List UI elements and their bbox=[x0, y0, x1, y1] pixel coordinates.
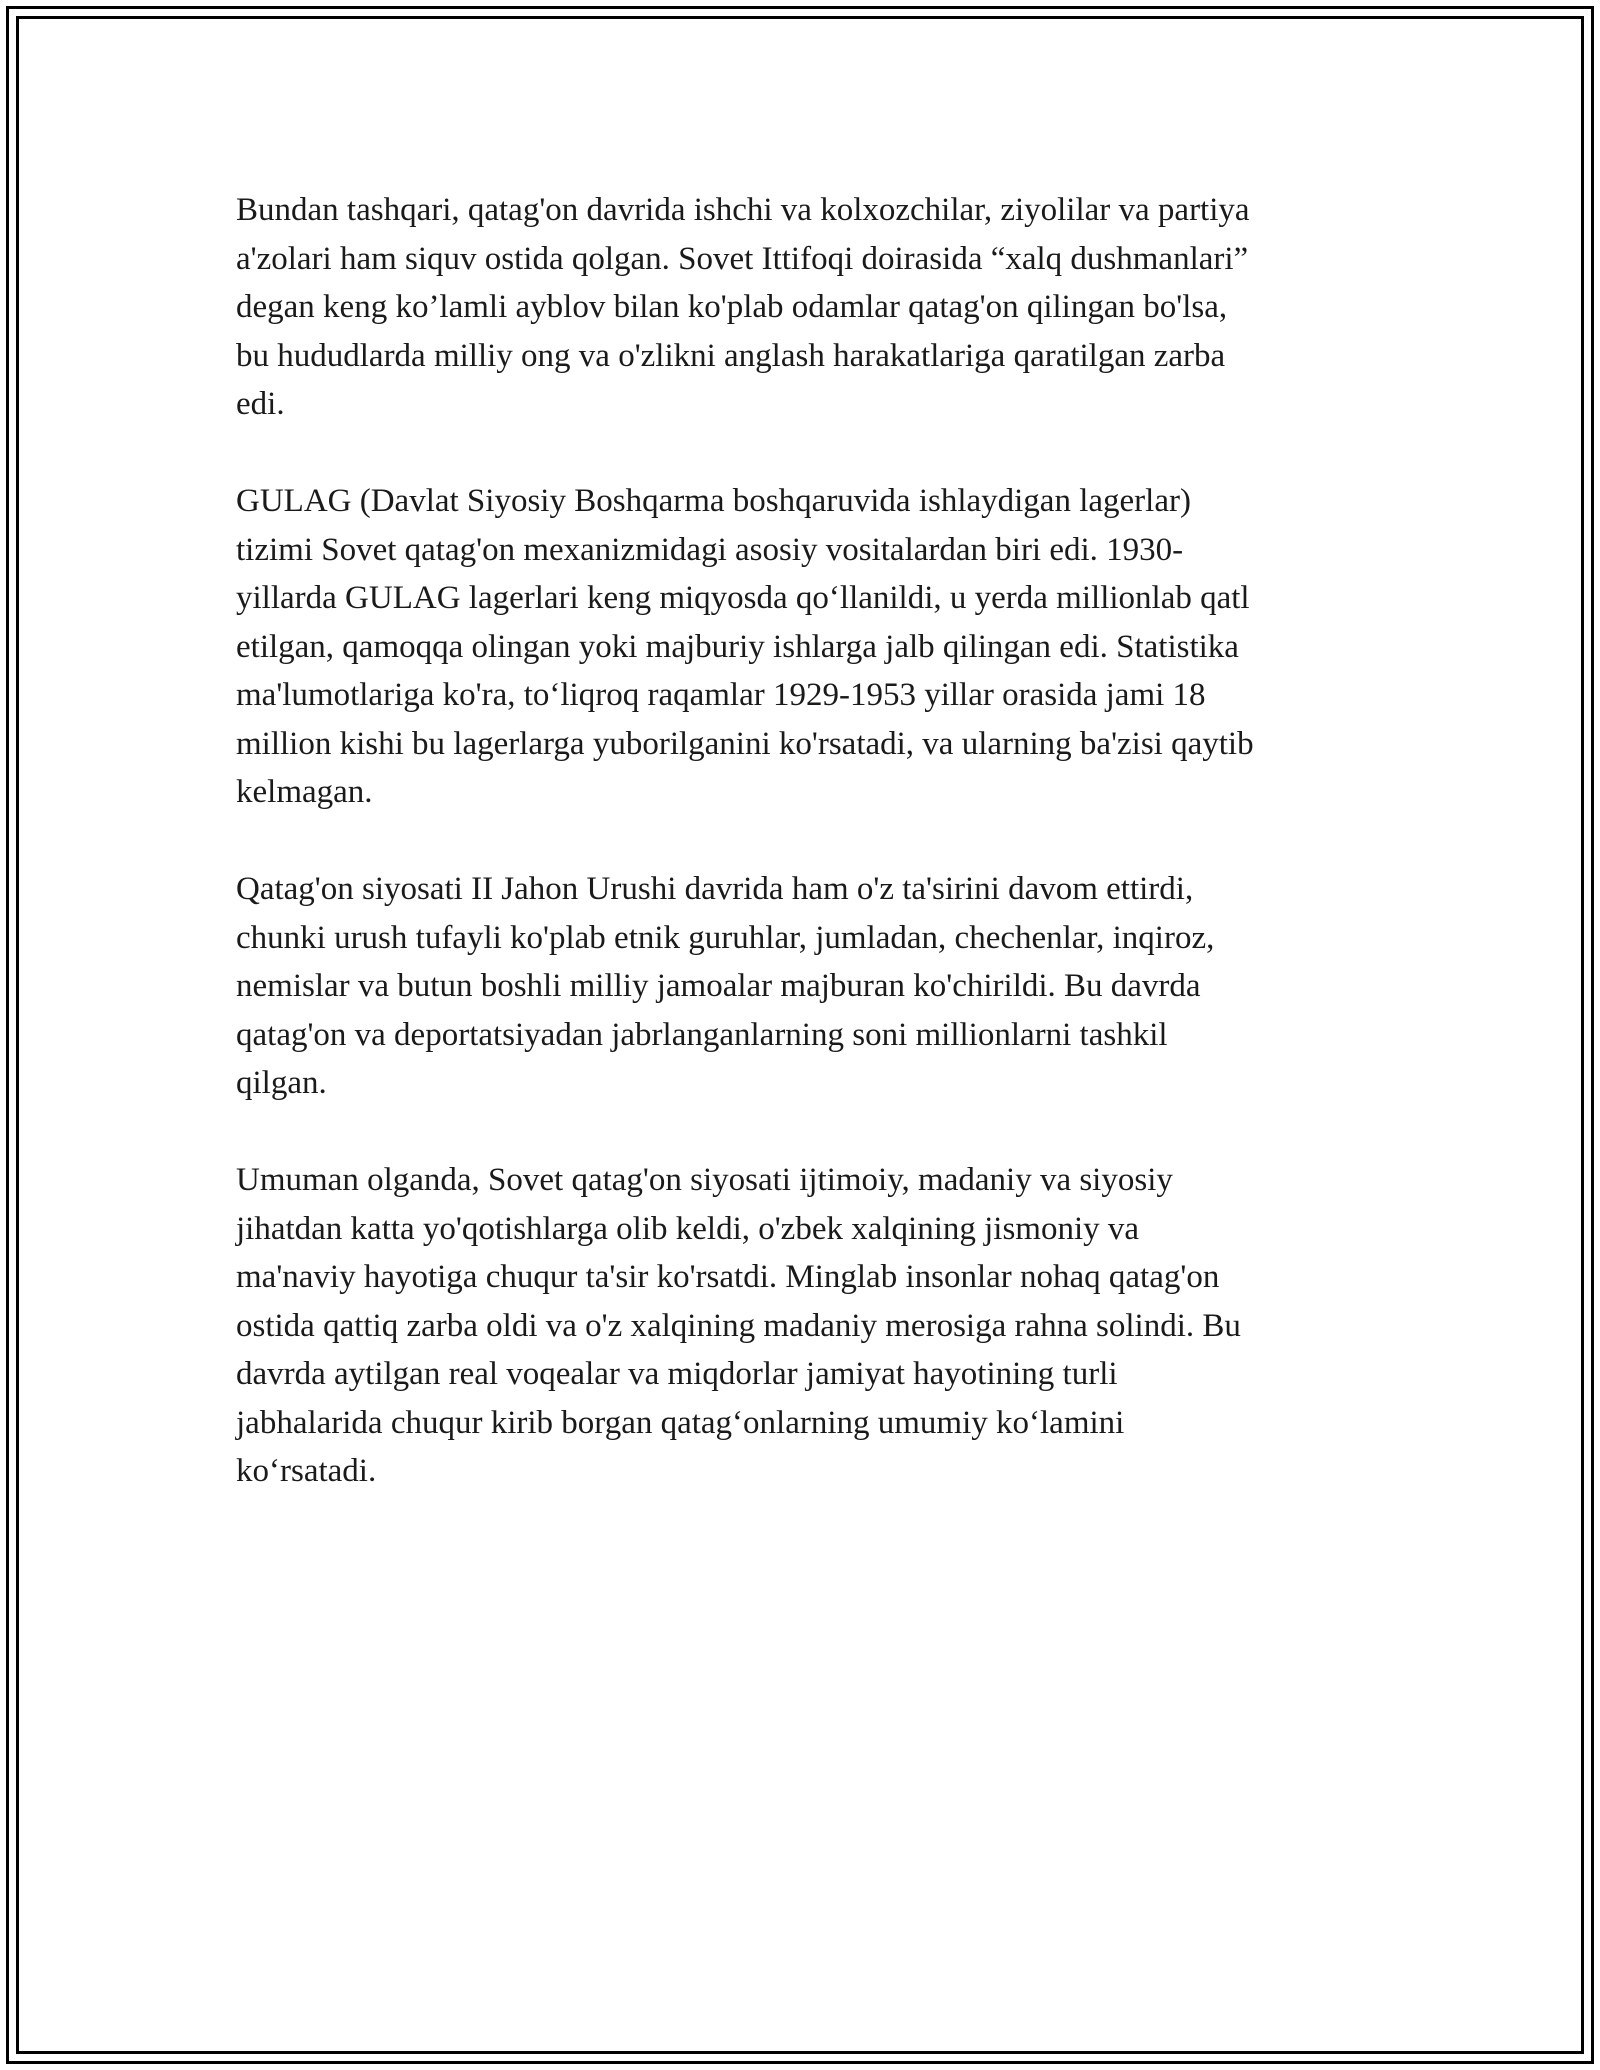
paragraph-gulag: GULAG (Davlat Siyosiy Boshqarma boshqaruvida ishlaydigan lagerlar) tizimi Sovet qatag'on mexanizmidagi asosiy vositalardan biri edi. 1930- yillarda GULAG lagerlari keng miqyosda qoʻllanildi, u yerda millionlab qatl etilgan, qamoqqa olingan yoki majburiy ishlarga jalb qilingan edi. Statistika ma'lumotlariga ko'ra, toʻliqroq raqamlar 1929-1953 yillar orasida jami 18 million kishi bu lagerlarga yuborilganini ko'rsatadi, va ularning ba'zisi qaytib kelmagan. bbox=[236, 483, 1254, 810]
paragraph-conclusion: Umuman olganda, Sovet qatag'on siyosati ijtimoiy, madaniy va siyosiy jihatdan katta yo'qotishlarga olib keldi, o'zbek xalqining jismoniy va ma'naviy hayotiga chuqur ta'sir ko'rsatdi. Minglab insonlar nohaq qatag'on ostida qattiq zarba oldi va o'z xalqining madaniy merosiga rahna solindi. Bu davrda aytilgan real voqealar va miqdorlar jamiyat hayotining turli jabhalarida chuqur kirib borgan qatagʻonlarning umumiy koʻlamini koʻrsatadi. bbox=[236, 1162, 1241, 1489]
paragraph-ww2-deportations: Qatag'on siyosati II Jahon Urushi davrida ham o'z ta'sirini davom ettirdi, chunki urush tufayli ko'plab etnik guruhlar, jumladan, chechenlar, inqiroz, nemislar va butun boshli milliy jamoalar majburan ko'chirildi. Bu davrda qatag'on va deportatsiyadan jabrlanganlarning soni millionlarni tashkil qilgan. bbox=[236, 871, 1215, 1101]
document-body bbox=[236, 186, 1386, 1544]
paragraph-repression-groups: Bundan tashqari, qatag'on davrida ishchi va kolxozchilar, ziyolilar va partiya a'zolari ham siquv ostida qolgan. Sovet Ittifoqi doirasida “xalq dushmanlari” degan keng ko’lamli ayblov bilan ko'plab odamlar qatag'on qilingan bo'lsa, bu hududlarda milliy ong va o'zlikni anglash harakatlariga qaratilgan zarba edi. bbox=[236, 192, 1250, 422]
